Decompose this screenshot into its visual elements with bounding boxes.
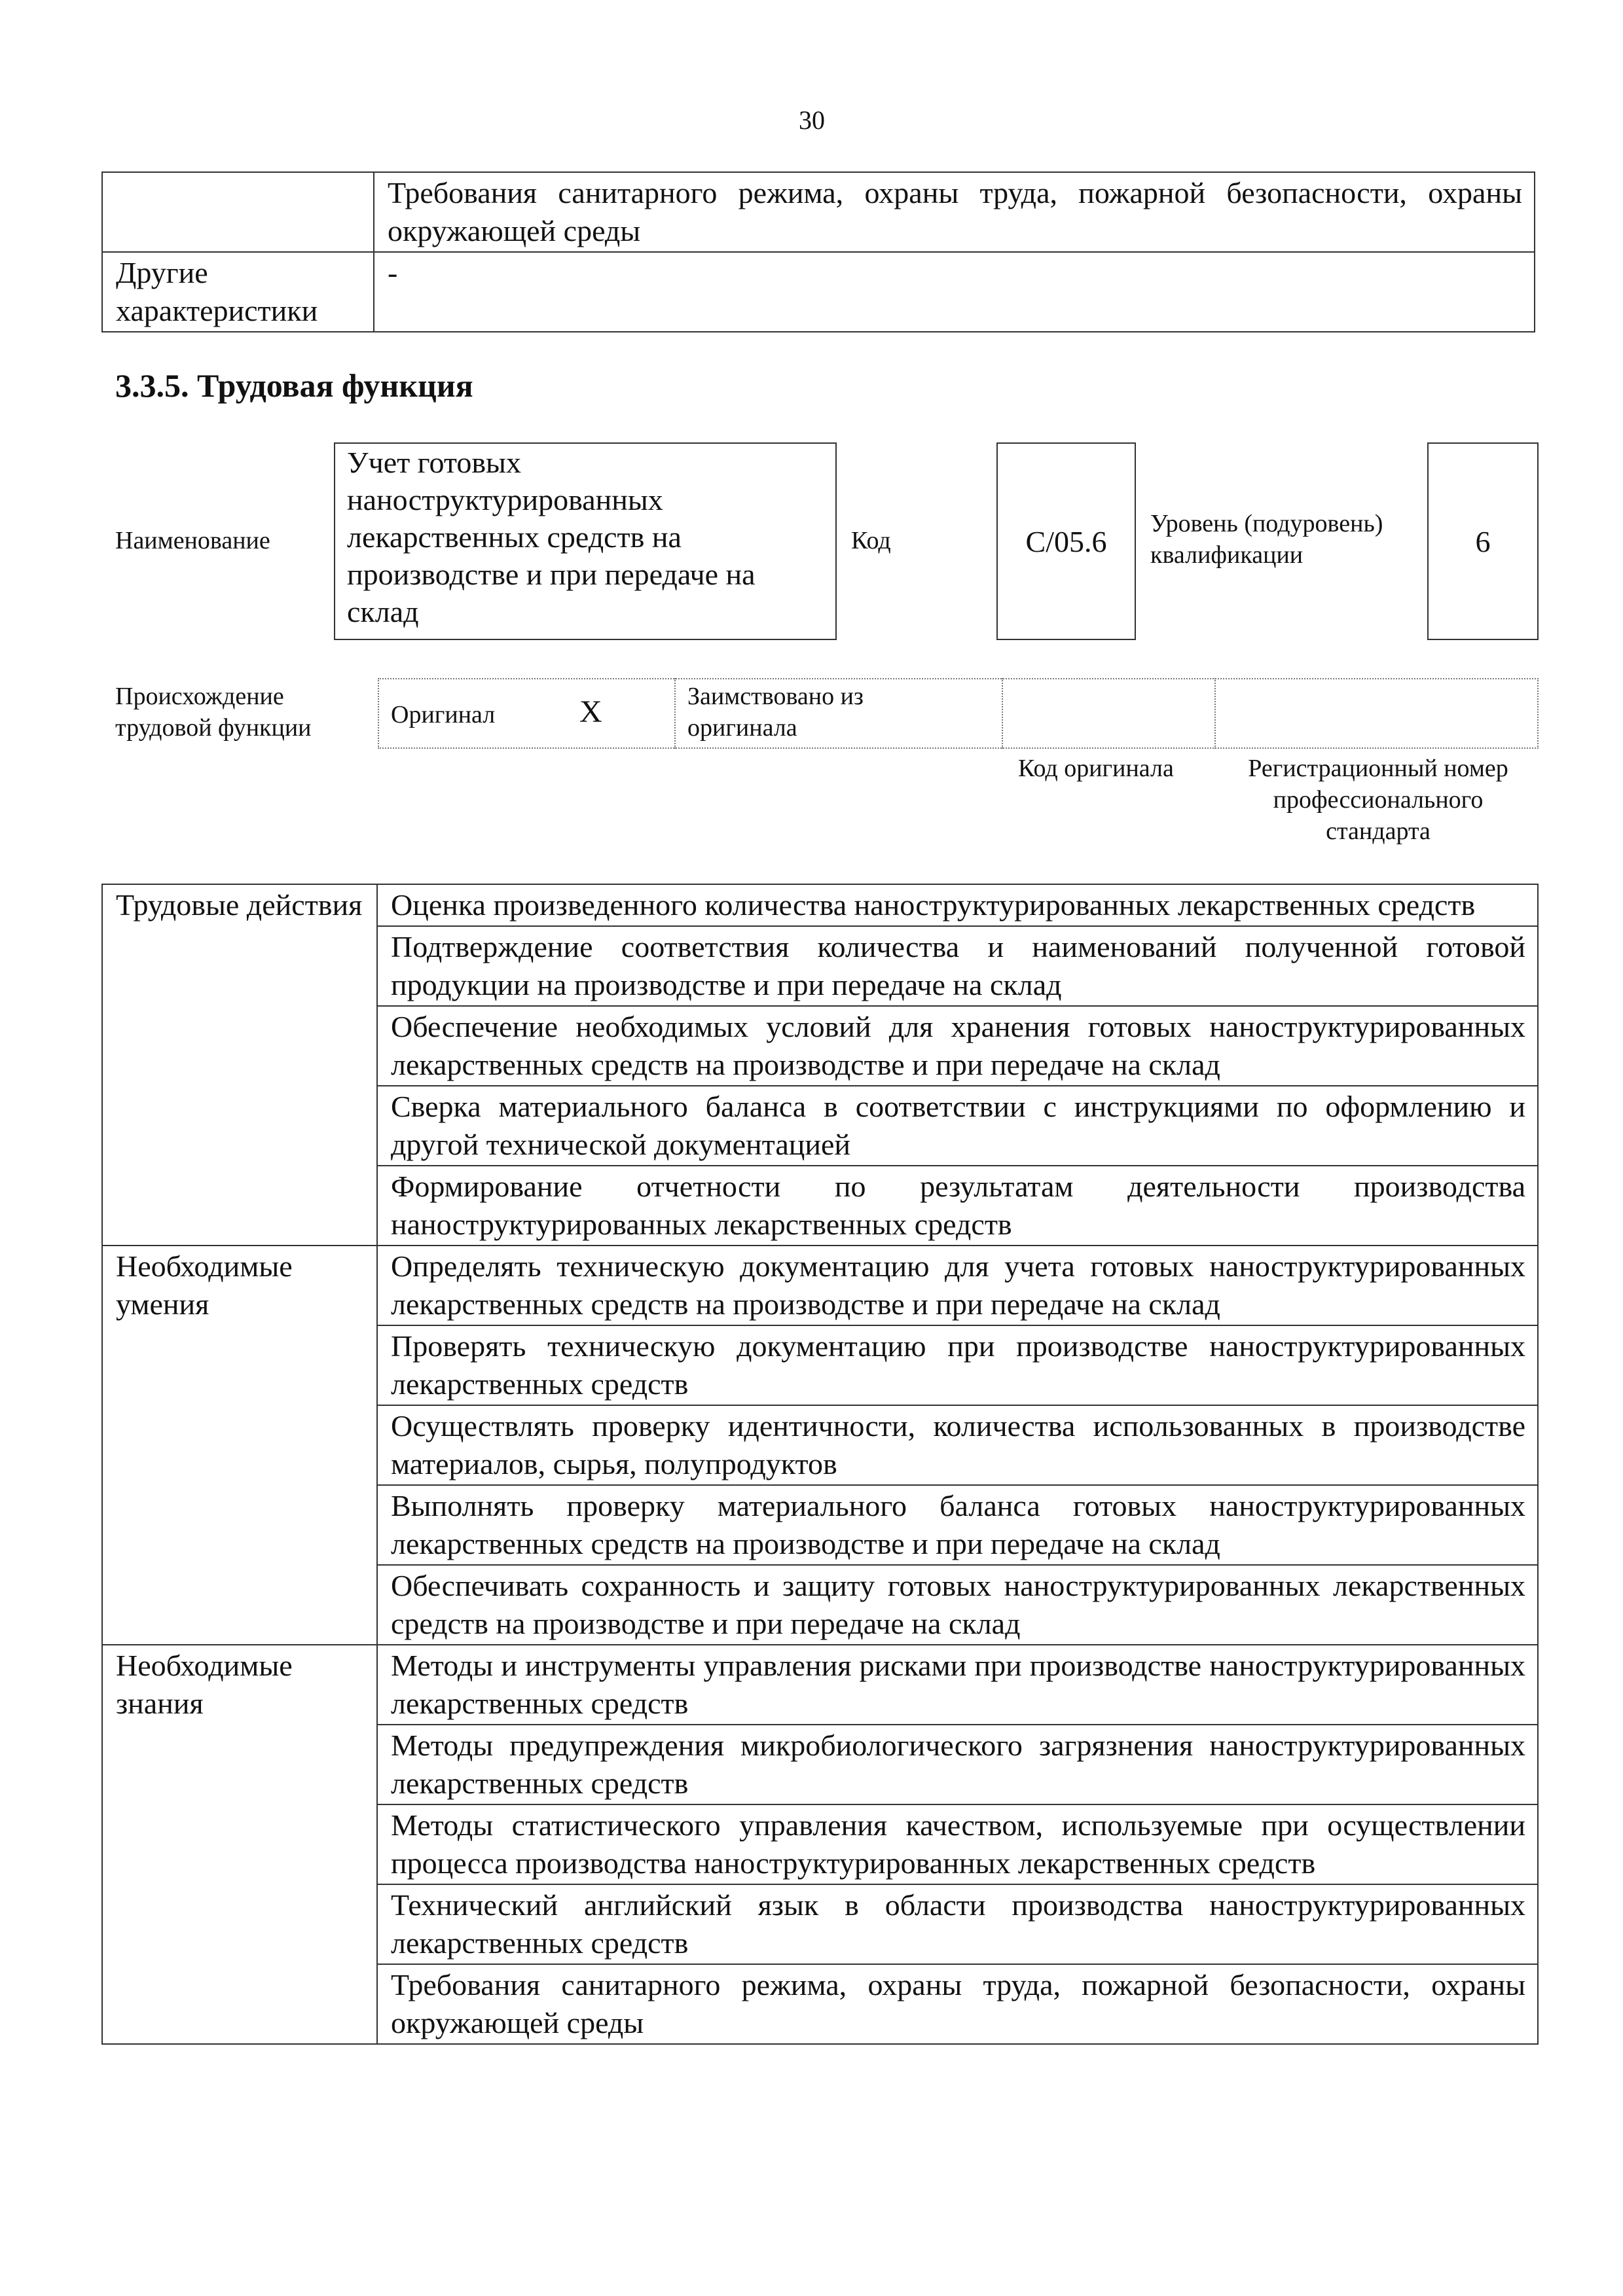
level-label: Уровень (подуровень) квалификации [1150,510,1383,569]
code-label: Код [851,527,891,554]
table-row [102,884,1538,926]
row-label: Другие характеристики [102,252,374,332]
function-code-box: С/05.6 [996,442,1136,640]
table-cell: Проверять техническую документацию при производстве наноструктурированных лекарственных средств [377,1325,1538,1405]
top-table [101,171,1535,332]
origin-divider [674,678,676,749]
borrowed-label: Заимствовано из оригинала [687,683,864,742]
table-cell: Подтверждение соответствия количества и наименований полученной готовой продукции на производстве и при передаче на склад [377,926,1538,1006]
empty-cell [102,172,374,252]
category-label: Трудовые действия [102,884,377,1246]
reg-number-caption: Регистрационный номер профессионального стандарта [1248,755,1508,845]
table-cell: Оценка произведенного количества наноструктурированных лекарственных средств [377,884,1538,926]
origin-divider [1214,678,1216,749]
name-label: Наименование [115,527,270,554]
table-cell: Определять техническую документацию для учета готовых наноструктурированных лекарственных средств на производстве и при передаче на склад [377,1246,1538,1325]
table-cell: Сверка материального баланса в соответствии с инструкциями по оформлению и другой технической документацией [377,1086,1538,1166]
original-label: Оригинал [391,701,496,728]
table-cell: Осуществлять проверку идентичности, количества использованных в производстве материалов, сырья, полупродуктов [377,1405,1538,1485]
table-cell: Обеспечение необходимых условий для хранения готовых наноструктурированных лекарственных средств на производстве и при передаче на склад [377,1006,1538,1086]
origin-divider [1002,678,1003,749]
table-cell: Требования санитарного режима, охраны труда, пожарной безопасности, охраны окружающей среды [377,1964,1538,2044]
original-mark: X [579,694,602,729]
origin-label: Происхождение трудовой функции [115,683,312,742]
table-cell: Методы статистического управления качеством, используемые при осуществлении процесса производства наноструктурированных лекарственных средств [377,1804,1538,1884]
table-row [102,172,1535,252]
table-row [102,252,1535,332]
table-cell: Технический английский язык в области производства наноструктурированных лекарственных средств [377,1884,1538,1964]
table-cell: Формирование отчетности по результатам деятельности производства наноструктурированных лекарственных средств [377,1166,1538,1246]
qualification-level-box: 6 [1427,442,1539,640]
code-original-caption: Код оригинала [1018,755,1174,782]
table-cell: Требования санитарного режима, охраны труда, пожарной безопасности, охраны окружающей среды [374,172,1535,252]
table-row [102,1246,1538,1325]
table-cell: Выполнять проверку материального баланса готовых наноструктурированных лекарственных средств на производстве и при передаче на склад [377,1485,1538,1565]
category-label: Необходимые знания [102,1645,377,2044]
table-cell: Обеспечивать сохранность и защиту готовых наноструктурированных лекарственных средств на производстве и при передаче на склад [377,1565,1538,1645]
table-cell: - [374,252,1535,332]
main-table [101,884,1539,2045]
origin-strip [378,678,1539,749]
section-heading: 3.3.5. Трудовая функция [115,367,473,404]
category-label: Необходимые умения [102,1246,377,1645]
page-number: 30 [799,105,825,135]
function-name-box: Учет готовых наноструктурированных лекарственных средств на производстве и при передаче на склад [334,442,837,640]
table-cell: Методы предупреждения микробиологического загрязнения наноструктурированных лекарственных средств [377,1725,1538,1804]
table-row [102,1645,1538,1725]
table-cell: Методы и инструменты управления рисками при производстве наноструктурированных лекарственных средств [377,1645,1538,1725]
